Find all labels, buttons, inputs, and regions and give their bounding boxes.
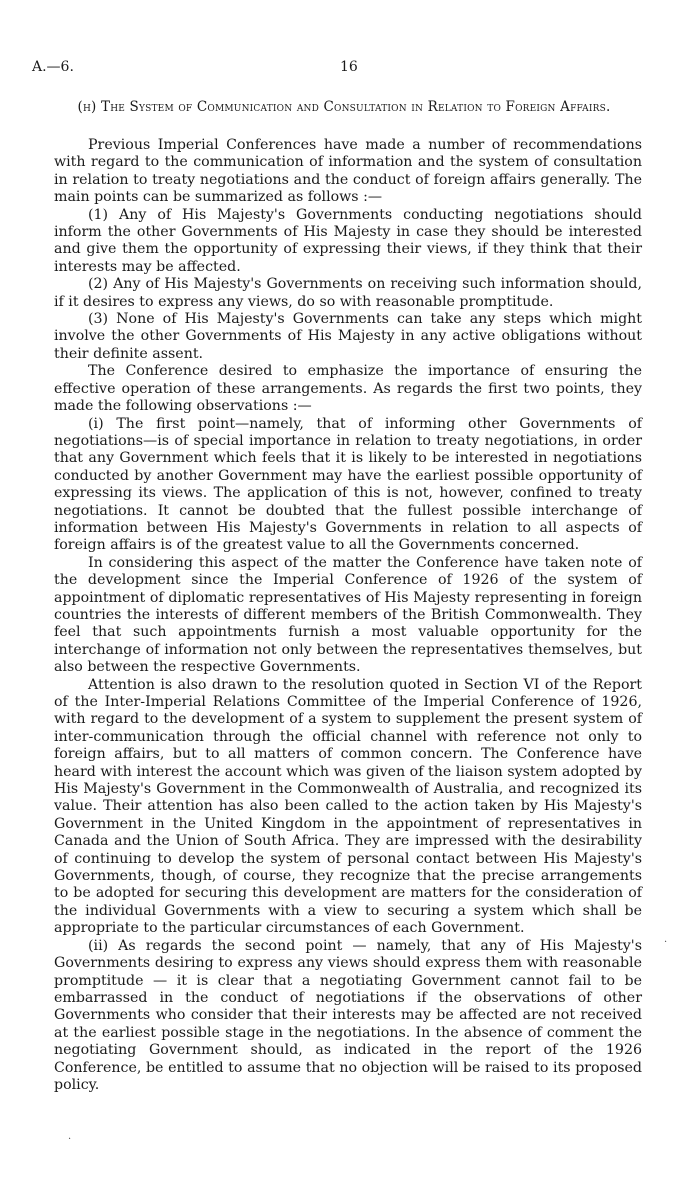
paragraph-point-3: (3) None of His Majesty's Governments can take any steps which might involve the other Governments of His Majesty in any active obligations without their definite assent. (54, 311, 642, 362)
page-number: 16 (340, 59, 358, 75)
paragraph-diplomatic-representatives: In considering this aspect of the matter the Conference have taken note of the development since the Imperial Conference of 1926 of the system of appointment of diplomatic representatives of His Majesty representing in foreign countries the interests of different members of the British Commonwealth. They feel that such appointments furnish a most valuable opportunity for the interchange of information not only between the representatives themselves, but also between the respective Governments. (54, 554, 642, 676)
paragraph-point-2: (2) Any of His Majesty's Governments on receiving such information should, if it desires to express any views, do so with reasonable promptitude. (54, 276, 642, 310)
paragraph-liaison-system: Attention is also drawn to the resolution quoted in Section VI of the Report of the Inter-Imperial Relations Committee of the Imperial Conference of 1926, with regard to the development of a system to supplement the present system of inter-communication through the official channel with reference not only to foreign affairs, but to all matters of common concern. The Conference have heard with interest the account which was given of the liaison system adopted by His Majesty's Government in the Commonwealth of Australia, and recognized its value. Their attention has also been called to the action taken by His Majesty's Government in the United Kingdom in the appointment of representatives in Canada and the Union of South Africa. They are impressed with the desirability of continuing to develop the system of personal contact between His Majesty's Governments, though, of course, they recognize that the precise arrangements to be adopted for securing this development are matters for the consideration of the individual Governments with a view to securing a system which shall be appropriate to the particular circumstances of each Government. (54, 676, 642, 937)
paragraph-point-1: (1) Any of His Majesty's Governments conducting negotiations should inform the other Governments of His Majesty in case they should be interested and give them the opportunity of expressing their views, if they think that their interests may be affected. (54, 206, 642, 275)
paragraph-observations: The Conference desired to emphasize the importance of ensuring the effective operation of these arrangements. As regards the first two points, they made the following observations :— (54, 363, 642, 415)
bottom-speck-mark: · (68, 1134, 72, 1145)
paragraph-intro: Previous Imperial Conferences have made a number of recommendations with regard to the communication of information and the system of consultation in relation to treaty negotiations and the conduct of foreign affairs generally. The main points can be summarized as follows :— (54, 137, 642, 206)
running-head (32, 57, 652, 77)
document-reference: A.—6. (32, 59, 74, 75)
paragraph-observation-ii: (ii) As regards the second point — namely, that any of His Majesty's Governments desiring to express any views should express them with reasonable promptitude — it is clear that a negotiating Government cannot fail to be embarrassed in the conduct of negotiations if the observations of other Governments who consider that their interests may be affected are not received at the earliest possible stage in the negotiations. In the absence of comment the negotiating Government should, as indicated in the report of the 1926 Conference, be entitled to assume that no objection will be raised to its proposed policy. (54, 937, 642, 1093)
paragraph-observation-i: (i) The first point—namely, that of informing other Governments of negotiations—is of special importance in relation to treaty negotiations, in order that any Government which feels that it is likely to be interested in negotiations conducted by another Government may have the earliest possible opportunity of expressing its views. The application of this is not, however, confined to treaty negotiations. It cannot be doubted that the fullest possible interchange of information between His Majesty's Governments in relation to all aspects of foreign affairs is of the greatest value to all the Governments concerned. (54, 415, 642, 554)
section-heading: (h) The System of Communication and Consultation in Relation to Foreign Affairs. (77, 99, 611, 115)
body-text (54, 137, 642, 1094)
margin-speck-mark: · (664, 937, 668, 948)
